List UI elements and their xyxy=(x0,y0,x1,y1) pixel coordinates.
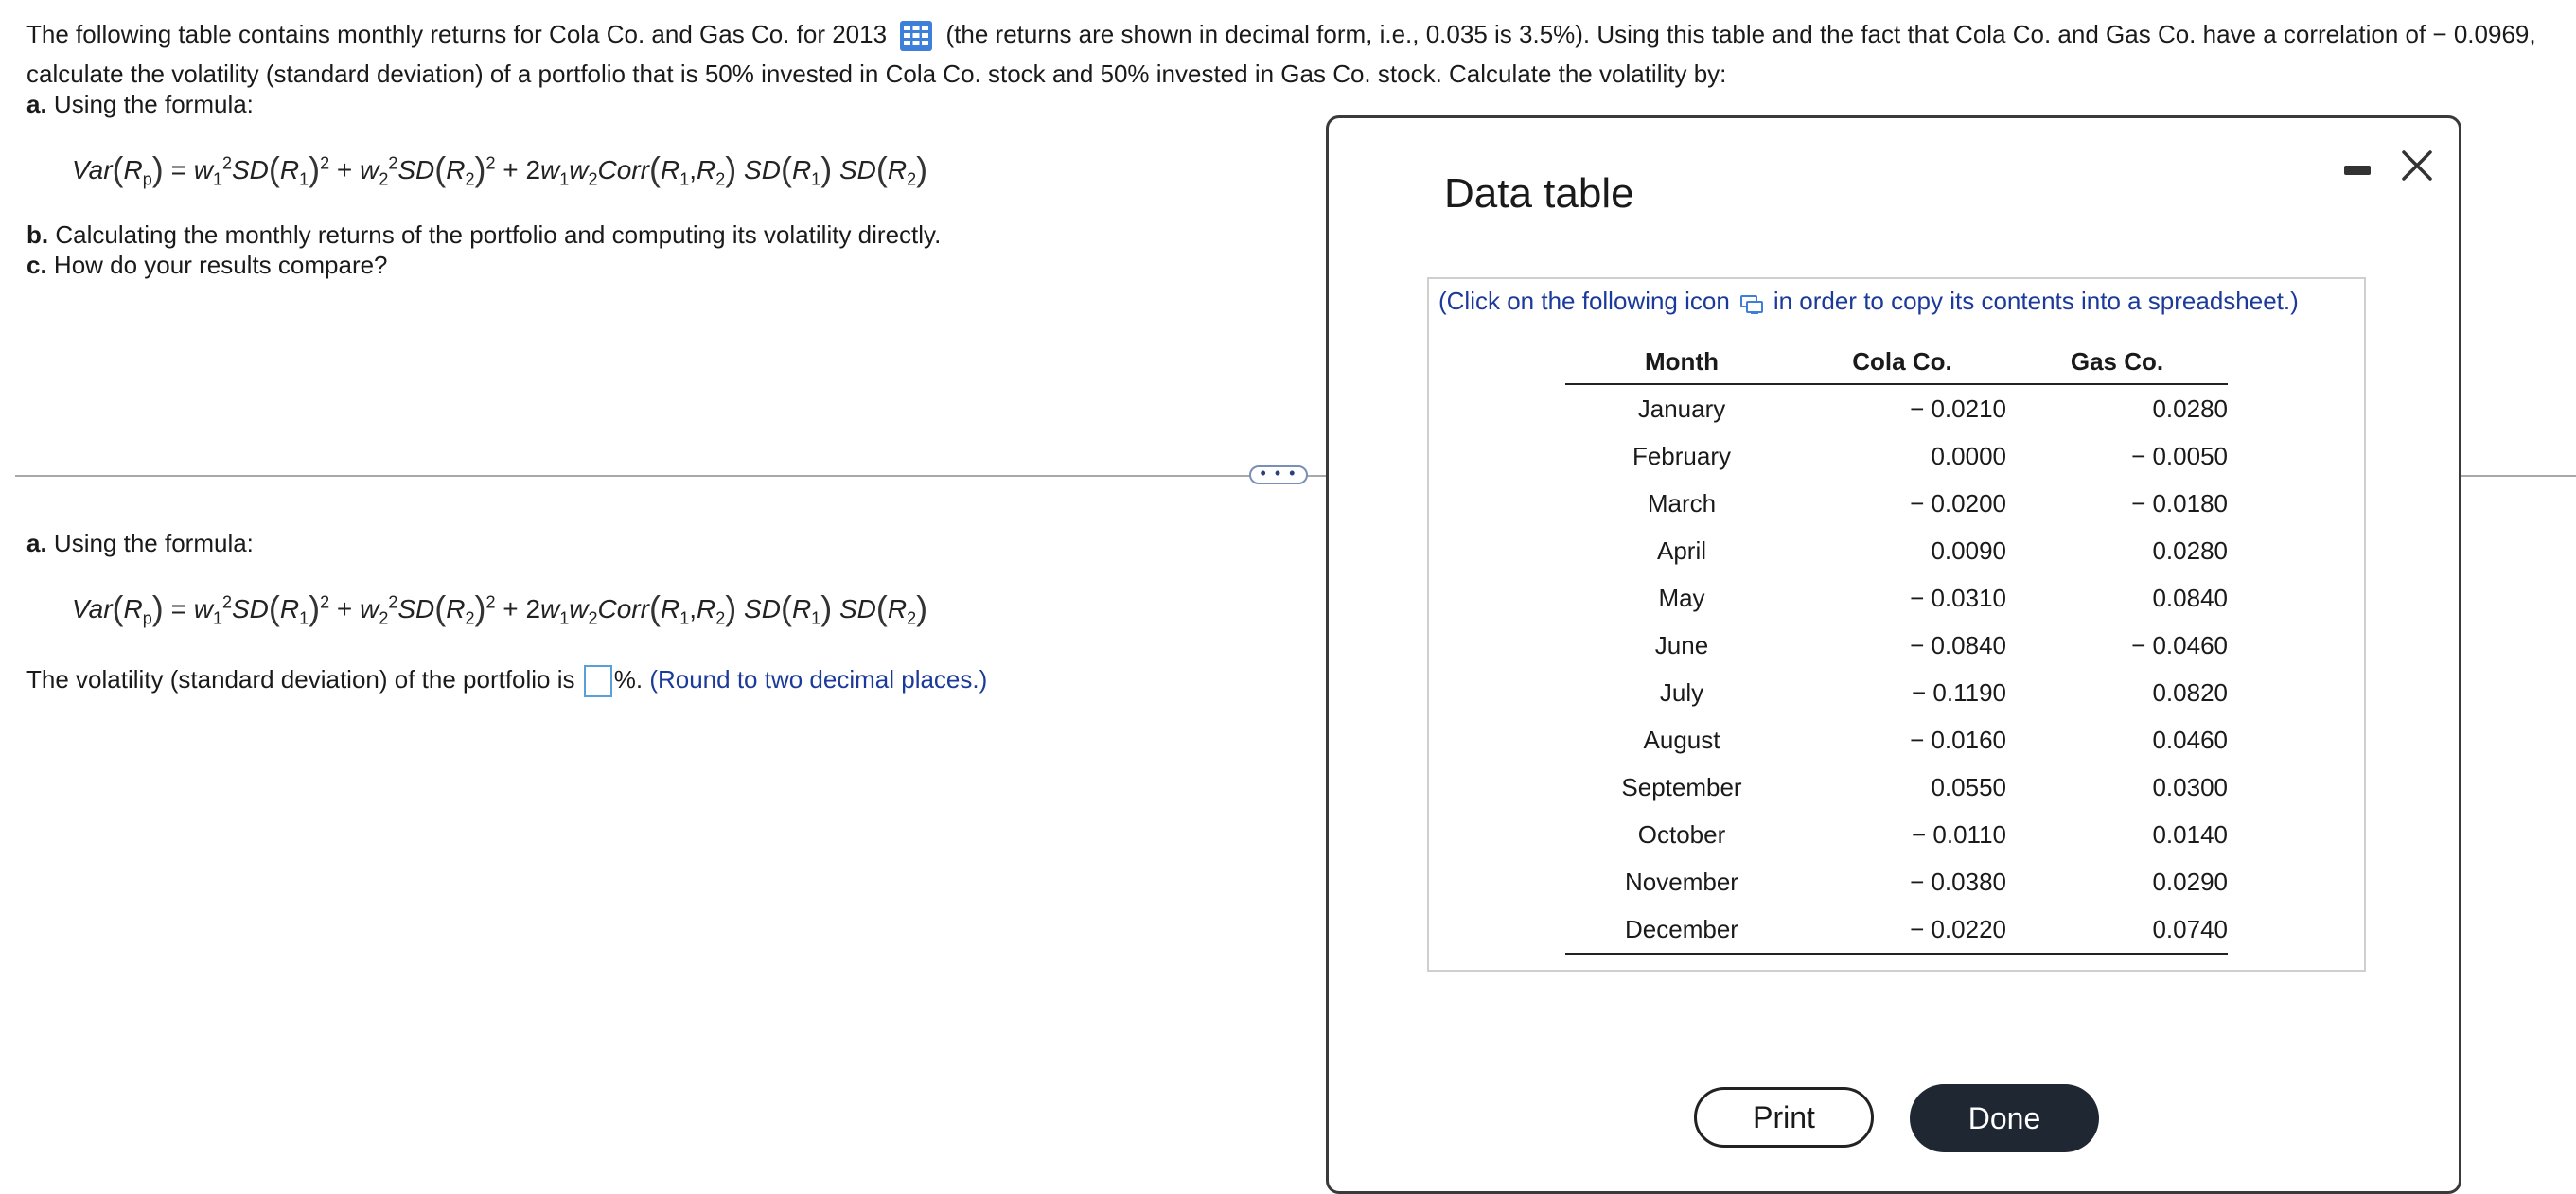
table-row: August − 0.0160 0.0460 xyxy=(1643,725,2228,754)
minimize-icon[interactable] xyxy=(2344,166,2371,175)
expand-ellipsis-button[interactable]: • • • xyxy=(1249,465,1308,484)
table-row: October − 0.0110 0.0140 xyxy=(1637,819,2228,849)
copy-to-spreadsheet-icon[interactable] xyxy=(1739,292,1764,313)
table-row: December − 0.0220 0.0740 xyxy=(1565,905,2228,954)
part-c-label: c. How do your results compare? xyxy=(26,251,388,279)
grid-table-icon[interactable] xyxy=(899,20,933,52)
returns-table xyxy=(1565,340,2228,955)
table-row: April 0.0090 0.0280 xyxy=(1656,536,2228,565)
part-b-label: b. Calculating the monthly returns of the portfolio and computing its volatility directly. xyxy=(26,220,942,249)
modal-title: Data table xyxy=(1444,170,1634,217)
table-row: November − 0.0380 0.0290 xyxy=(1625,867,2228,896)
table-row: May − 0.0310 0.0840 xyxy=(1658,583,2228,612)
variance-formula-answer: $Var(R_p) = w_1^2SD(R_1)^2 + w_2^2SD(R_2)^2$ + $2w_1w_2Corr(R_1,R_2)$ $SD(R_1)$ $SD(R_2)$ xyxy=(72,588,928,628)
table-header-row xyxy=(1565,340,2228,384)
table-row: February 0.0000 − 0.0050 xyxy=(1632,441,2228,470)
print-button[interactable]: Print xyxy=(1694,1087,1874,1148)
column-header-cola: Cola Co. xyxy=(1798,340,2006,384)
volatility-answer-input[interactable] xyxy=(584,665,612,697)
done-button[interactable]: Done xyxy=(1910,1084,2099,1152)
rounding-hint: (Round to two decimal places.) xyxy=(649,665,988,694)
copy-instructions: (Click on the following icon in order to copy its contents into a spreadsheet.) xyxy=(1438,287,2299,315)
table-row: March − 0.0200 − 0.0180 xyxy=(1647,488,2228,518)
table-row: January − 0.0210 0.0280 xyxy=(1637,394,2228,423)
volatility-prompt: The volatility (standard deviation) of the portfolio is %. (Round to two decimal places.) xyxy=(26,664,987,697)
variance-formula: $Var(R_p) = w_1^2SD(R_1)^2 + w_2^2SD(R_2)^2$ + $2w_1w_2Corr(R_1,R_2)$ $SD(R_1)$ $SD(R_2)$ xyxy=(72,149,928,189)
table-row: July − 0.1190 0.0820 xyxy=(1659,677,2228,707)
part-a-label: a. Using the formula: xyxy=(26,90,254,118)
table-row: June − 0.0840 − 0.0460 xyxy=(1654,630,2228,659)
question-intro: The following table contains monthly returns for Cola Co. and Gas Co. for 2013 (the returns are shown in decimal form, i.e., 0.035 is 3.5%). Using this table and the fact that Cola Co. and Gas Co. have a correlation of − 0.0969, xyxy=(26,19,2536,52)
data-table-modal xyxy=(1326,115,2461,1194)
column-header-gas: Gas Co. xyxy=(2006,340,2228,384)
answer-part-a-label: a. Using the formula: xyxy=(26,529,254,557)
column-header-month: Month xyxy=(1565,340,1798,384)
close-icon[interactable] xyxy=(2398,147,2436,184)
question-intro-line2: calculate the volatility (standard deviation) of a portfolio that is 50% invested in Cola Co. stock and 50% invested in Gas Co. stock. Calculate the volatility by: xyxy=(26,60,1727,88)
table-row: September 0.0550 0.0300 xyxy=(1621,772,2228,801)
data-table-container xyxy=(1427,277,2366,972)
